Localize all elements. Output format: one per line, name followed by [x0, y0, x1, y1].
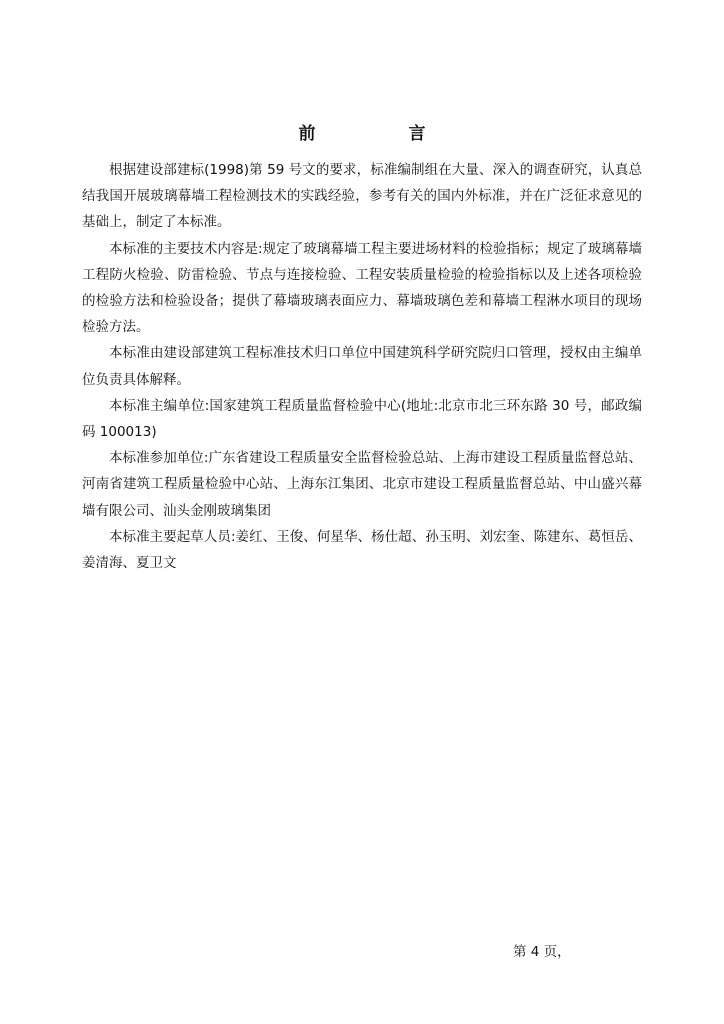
paragraph-basis: 根据建设部建标(1998)第 59 号文的要求，标准编制组在大量、深入的调查研究，认真总结我国开展玻璃幕墙工程检测技术的实践经验，参考有关的国内外标准，并在广泛征求意见的基础上，制定了本标准。 — [82, 162, 642, 231]
paragraph-chief-editor: 本标准主编单位:国家建筑工程质量监督检验中心(地址:北京市北三环东路 30 号，邮政编码 100013) — [82, 397, 642, 441]
page-number: 第 4 页， — [513, 944, 571, 960]
document-body — [82, 157, 642, 576]
page-title: 前 言 — [298, 124, 464, 144]
paragraph-participants: 本标准参加单位:广东省建设工程质量安全监督检验总站、上海市建设工程质量监督总站、河南省建筑工程质量检验中心站、上海东江集团、北京市建设工程质量监督总站、中山盛兴幕墙有限公司、汕头金刚玻璃集团 — [82, 450, 642, 519]
paragraph-main-content: 本标准的主要技术内容是:规定了玻璃幕墙工程主要进场材料的检验指标；规定了玻璃幕墙工程防火检验、防雷检验、节点与连接检验、工程安装质量检验的检验指标以及上述各项检验的检验方法和检验设备；提供了幕墙玻璃表面应力、幕墙玻璃色差和幕墙工程淋水项目的现场检验方法。 — [82, 240, 642, 336]
paragraph-management: 本标准由建设部建筑工程标准技术归口单位中国建筑科学研究院归口管理，授权由主编单位负责具体解释。 — [82, 345, 642, 388]
paragraph-drafters: 本标准主要起草人员:姜红、王俊、何星华、杨仕超、孙玉明、刘宏奎、陈建东、葛恒岳、姜清海、夏卫文 — [82, 528, 642, 572]
